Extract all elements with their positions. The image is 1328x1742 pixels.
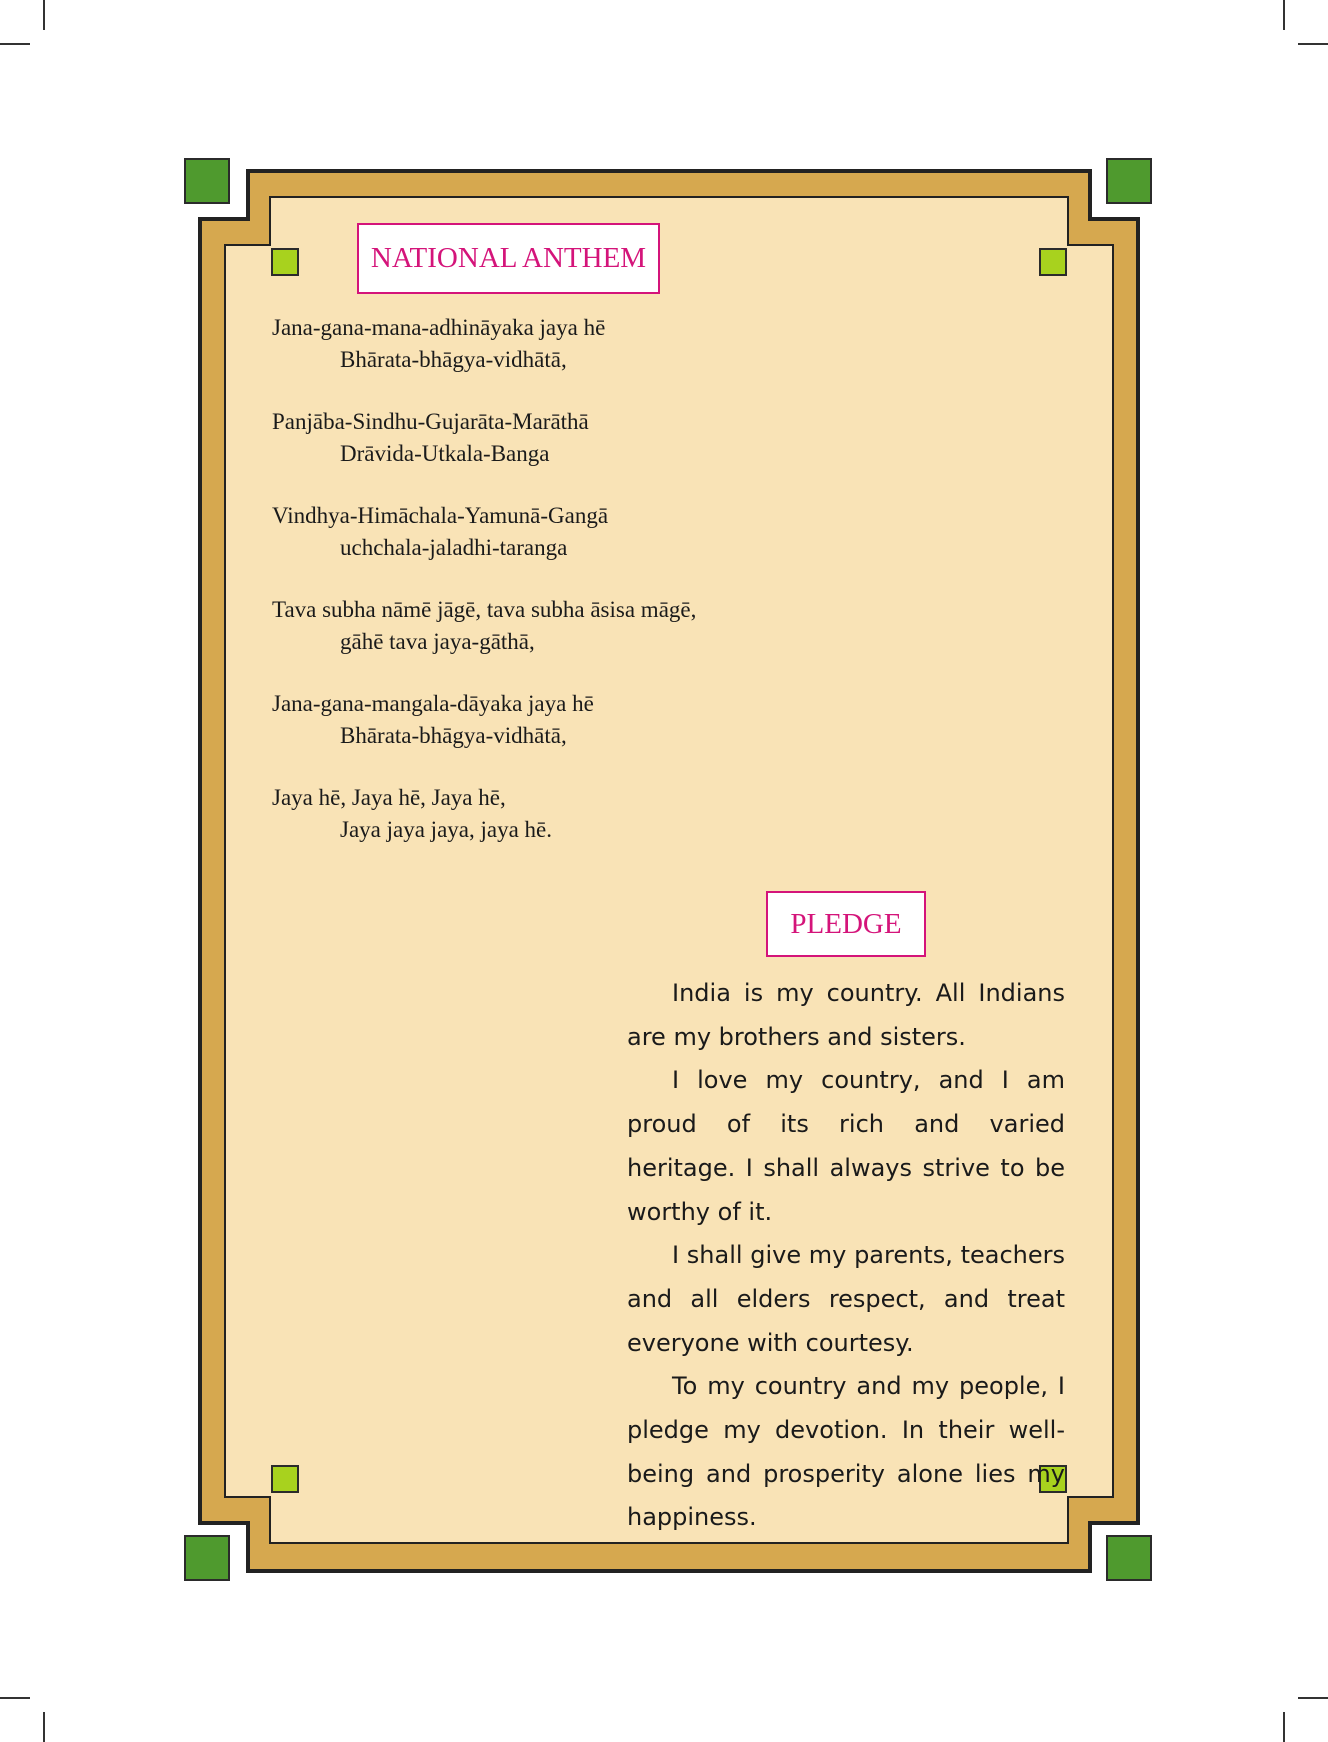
anthem-stanza [272,406,832,470]
pledge-heading-text: PLEDGE [790,907,902,940]
anthem-line-indented: Drāvida-Utkala-Banga [340,441,550,466]
anthem-line-indented: uchchala-jaladhi-taranga [340,535,568,560]
inner-corner-square [1039,248,1067,276]
anthem-heading [357,223,660,294]
pledge-heading [766,891,926,957]
corner-square [1106,1535,1152,1581]
anthem-line: Jana-gana-mana-adhināyaka jaya hē [272,315,606,340]
inner-corner-square [271,248,299,276]
anthem-text [272,312,832,876]
pledge-paragraph: India is my country. All Indians are my brothers and sisters. [627,979,1065,1051]
pledge-paragraph: I love my country, and I am proud of its rich and varied heritage. I shall always strive to be worthy of it. [627,1066,1065,1226]
anthem-line: Tava subha nāmē jāgē, tava subha āsisa māgē, [272,597,697,622]
pledge-paragraph: I shall give my parents, teachers and all elders respect, and treat everyone with courtesy. [627,1241,1065,1357]
anthem-line-indented: Bhārata-bhāgya-vidhātā, [340,723,567,748]
corner-square [184,158,230,204]
anthem-line: Vindhya-Himāchala-Yamunā-Gangā [272,503,609,528]
pledge-text [627,972,1065,1540]
anthem-heading-text: NATIONAL ANTHEM [370,242,647,274]
anthem-line-indented: gāhē tava jaya-gāthā, [340,629,535,654]
anthem-line: Jaya hē, Jaya hē, Jaya hē, [272,785,506,810]
anthem-line: Panjāba-Sindhu-Gujarāta-Marāthā [272,409,589,434]
pledge-paragraph: To my country and my people, I pledge my devotion. In their well-being and prosperity alone lies my happiness. [627,1372,1065,1532]
anthem-stanza [272,594,832,658]
anthem-line-indented: Jaya jaya jaya, jaya hē. [340,817,552,842]
anthem-line: Jana-gana-mangala-dāyaka jaya hē [272,691,594,716]
corner-square [184,1535,230,1581]
anthem-stanza [272,312,832,376]
anthem-stanza [272,782,832,846]
inner-corner-square [271,1465,299,1493]
anthem-stanza [272,500,832,564]
corner-square [1106,158,1152,204]
anthem-line-indented: Bhārata-bhāgya-vidhātā, [340,347,567,372]
anthem-stanza [272,688,832,752]
